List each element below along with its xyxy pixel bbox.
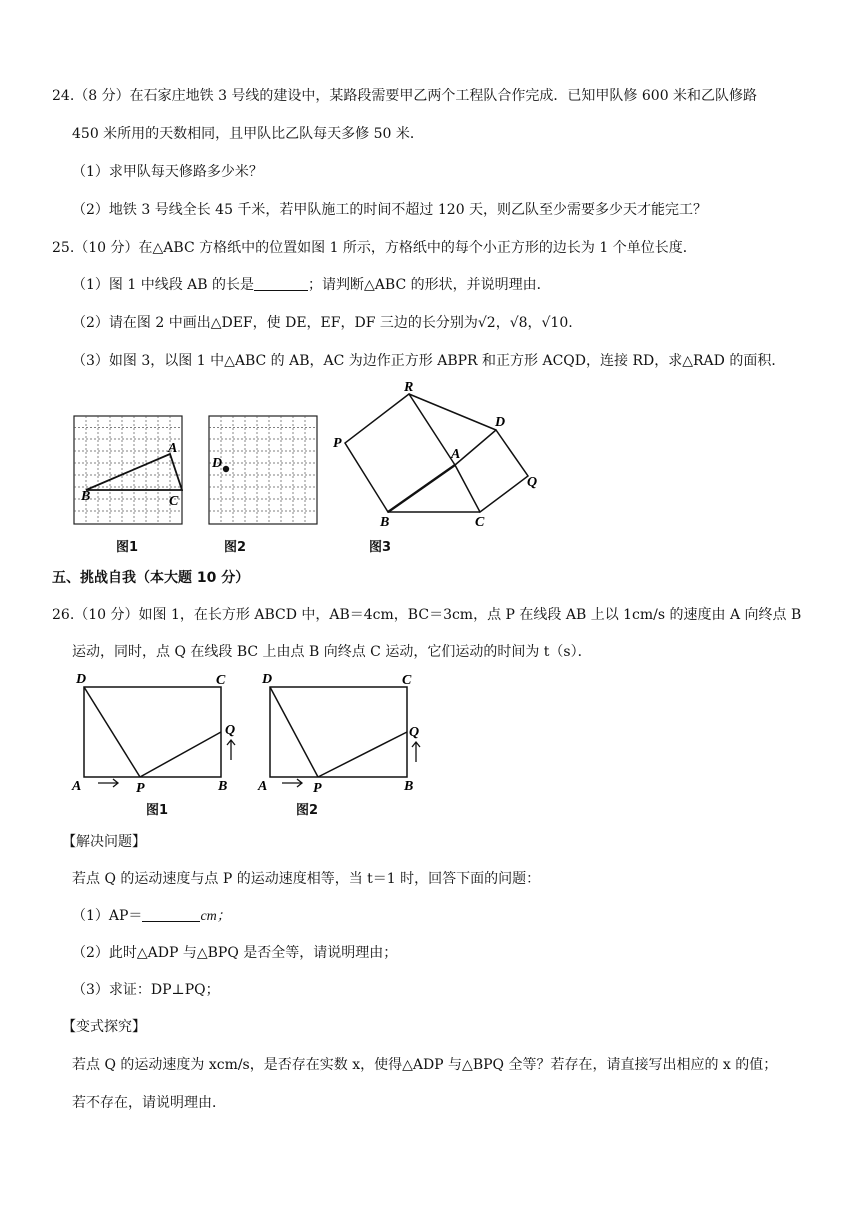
label-b: B: [380, 515, 390, 528]
q25-sub1-text-b: ；请判断△ABC 的形状，并说明理由．: [308, 277, 551, 293]
segment-dp: [270, 687, 318, 777]
label-b: B: [81, 489, 91, 504]
grid-lines: [74, 416, 182, 524]
q26-figure1: [70, 670, 240, 796]
q25-sub3: （3）如图 3，以图 1 中△ABC 的 AB，AC 为边作正方形 ABPR 和正方形 ACQD，连接 RD，求△RAD 的面积．: [72, 353, 786, 369]
label-p: P: [313, 781, 322, 796]
fig3-caption: 图3: [369, 540, 392, 555]
segment-rd: [409, 394, 496, 430]
segment-pq: [318, 732, 407, 777]
label-p: P: [333, 436, 342, 451]
q26-variant-line2: 若不存在，请说明理由．: [72, 1095, 226, 1111]
q26-line1: 26.（10 分）如图 1，在长方形 ABCD 中，AB＝4cm，BC＝3cm，点 P 在线段 AB 上以 1cm/s 的速度由 A 向终点 B: [52, 607, 802, 623]
arrow-up-icon: [412, 742, 420, 762]
q25-figure3: [325, 378, 555, 528]
q26-sub3: （3）求证：DP⊥PQ；: [72, 982, 220, 998]
q25-sub2-text: （2）请在图 2 中画出△DEF，使 DE，EF，DF 三边的长分别为: [72, 315, 478, 331]
q25-sub2: [72, 313, 573, 333]
q26-figure2: [256, 670, 426, 796]
square-abpr: [345, 394, 455, 512]
heading-variant: 【变式探究】: [62, 1019, 146, 1035]
label-q: Q: [527, 475, 538, 490]
rectangle-abcd: [270, 687, 407, 777]
arrow-right-icon: [98, 779, 118, 787]
label-q: Q: [409, 725, 420, 740]
sqrt-8: √8: [509, 315, 528, 331]
q24-sub2: （2）地铁 3 号线全长 45 千米，若甲队施工的时间不超过 120 天，则乙队至少需要多少天才能完工？: [72, 202, 708, 218]
section-heading: 五、挑战自我（本大题 10 分）: [52, 570, 250, 586]
heading-solve: 【解决问题】: [62, 834, 146, 850]
q25-figure2: [208, 415, 318, 527]
rectangle-abcd: [84, 687, 221, 777]
label-d: D: [76, 672, 87, 687]
label-b: B: [218, 779, 228, 794]
arrow-up-icon: [227, 740, 235, 760]
q26-sub2: （2）此时△ADP 与△BPQ 是否全等，请说明理由；: [72, 945, 398, 961]
segment-dp: [84, 687, 140, 777]
q26-condition: 若点 Q 的运动速度与点 P 的运动速度相等，当 t＝1 时，回答下面的问题：: [72, 871, 541, 887]
sep-2: ，: [527, 315, 542, 331]
q25-sub1-text-a: （1）图 1 中线段 AB 的长是: [72, 277, 255, 293]
q26-sub1-text-a: （1）AP＝: [72, 908, 143, 924]
sqrt-10: √10: [541, 315, 569, 331]
q24-line1: 24.（8 分）在石家庄地铁 3 号线的建设中，某路段需要甲乙两个工程队合作完成．已知甲队修 600 米和乙队修路: [52, 88, 758, 104]
label-a: A: [72, 779, 82, 794]
label-a: A: [451, 447, 461, 462]
q25-figure1: [73, 415, 183, 527]
sep-1: ，: [495, 315, 510, 331]
label-c: C: [402, 673, 412, 688]
label-c: C: [216, 673, 226, 688]
label-b: B: [404, 779, 414, 794]
q26-sub1: [72, 906, 231, 927]
q26-sub1-text-b: cm；: [200, 909, 231, 924]
fig2-caption: 图2: [224, 540, 247, 555]
q24-line2: 450 米所用的天数相同，且甲队比乙队每天多修 50 米．: [72, 126, 424, 142]
q26-variant-line1: 若点 Q 的运动速度为 xcm/s，是否存在实数 x，使得△ADP 与△BPQ 全等？若存在，请直接写出相应的 x 的值；: [72, 1057, 778, 1073]
point-d: [223, 466, 229, 472]
label-a: A: [168, 441, 178, 456]
q25-sub1: [72, 275, 551, 295]
label-q: Q: [225, 723, 236, 738]
q26-line2: 运动，同时，点 Q 在线段 BC 上由点 B 向终点 C 运动，它们运动的时间为 t（s）．: [72, 644, 592, 660]
label-a: A: [258, 779, 268, 794]
fig1-caption: 图1: [116, 540, 139, 555]
sub2-end: .: [568, 315, 573, 331]
square-acqd: [455, 430, 528, 512]
label-c: C: [169, 494, 179, 509]
answer-blank: [254, 276, 308, 291]
answer-blank: [142, 907, 200, 922]
label-p: P: [136, 781, 145, 796]
label-d: D: [212, 456, 223, 471]
segment-pq: [140, 732, 221, 777]
label-d: D: [262, 672, 273, 687]
q25-line1: 25.（10 分）在△ABC 方格纸中的位置如图 1 所示，方格纸中的每个小正方形的边长为 1 个单位长度．: [52, 240, 697, 256]
q24-sub1: （1）求甲队每天修路多少米？: [72, 164, 263, 180]
grid-frame: [74, 416, 182, 524]
sqrt-2: √2: [477, 315, 496, 331]
q26-fig2-caption: 图2: [296, 803, 319, 818]
arrow-right-icon: [282, 779, 302, 787]
label-r: R: [404, 380, 414, 395]
q26-fig1-caption: 图1: [146, 803, 169, 818]
label-d: D: [495, 415, 506, 430]
segment-ab: [388, 465, 455, 512]
label-c: C: [475, 515, 485, 528]
